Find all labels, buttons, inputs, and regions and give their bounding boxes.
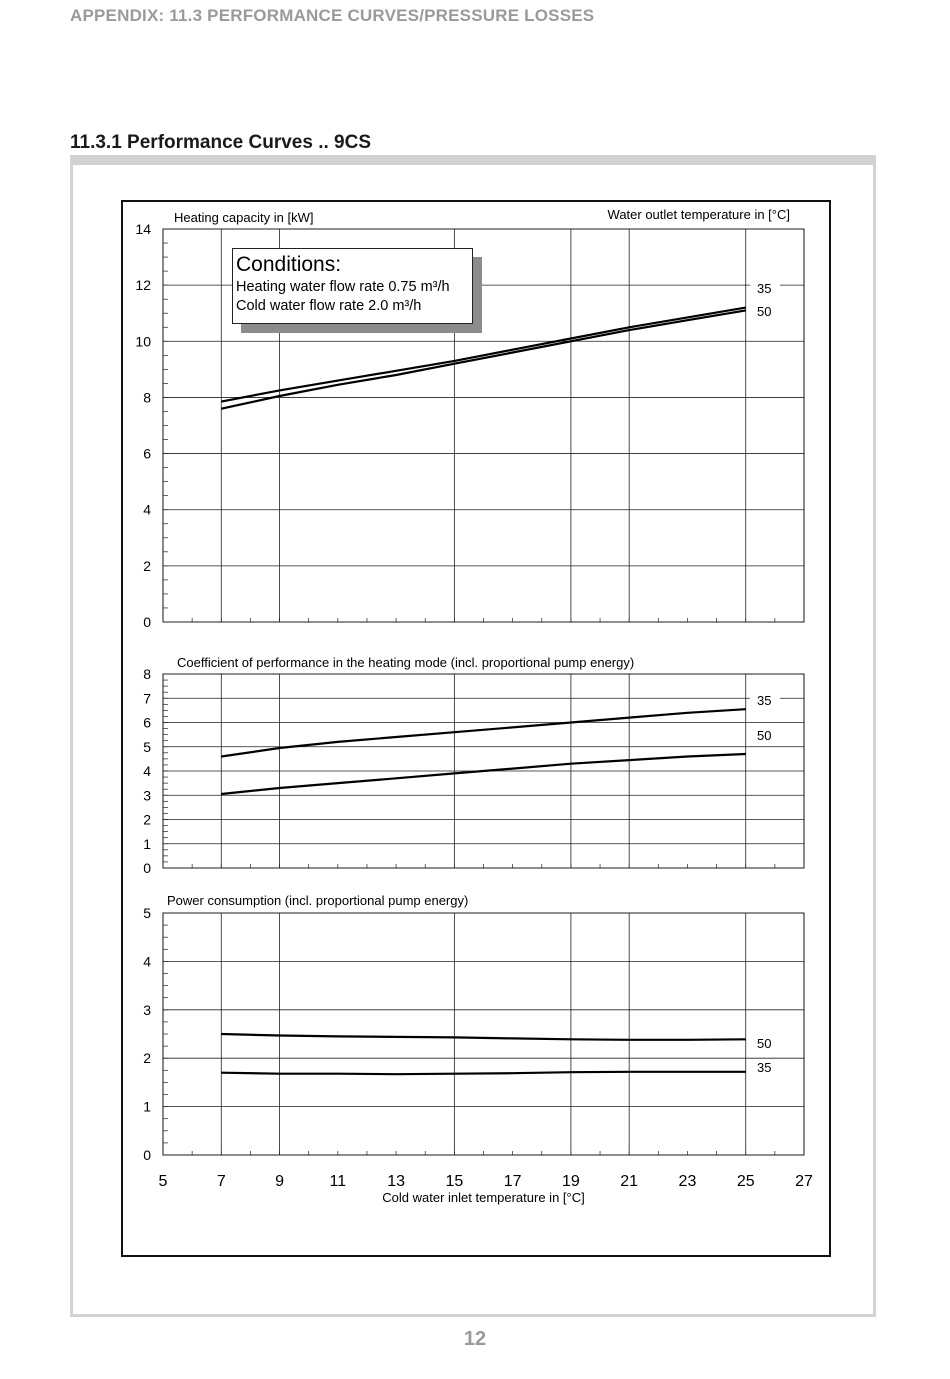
plot-1-title: Heating capacity in [kW] [174,210,314,225]
plot-2-series-50-line [221,754,745,794]
plot-2-y-tick-label: 2 [143,811,151,828]
x-tick-label: 23 [678,1173,697,1190]
x-axis-label: Cold water inlet temperature in [°C] [382,1190,585,1205]
plot-3-y-tick-label: 0 [143,1147,151,1163]
plot-3-series-35-line [221,1072,745,1074]
plot-2-series-35-label: 35 [757,693,772,708]
plot-1-series-50-label: 50 [757,304,772,319]
conditions-heating-flow: Heating water flow rate 0.75 m³/h [236,279,450,295]
plot-2-y-tick-label: 8 [143,666,151,682]
section-title: 11.3.1 Performance Curves .. 9CS [70,132,371,153]
page-number: 12 [463,1328,487,1350]
x-tick-label: 9 [275,1173,284,1190]
plot-1-y-tick-label: 10 [135,333,151,350]
plot-1-y-tick-label: 4 [143,501,151,518]
plot-3-y-tick-label: 4 [143,953,151,970]
x-tick-label: 25 [736,1173,755,1190]
x-tick-label: 7 [216,1173,226,1190]
x-tick-label: 13 [387,1173,405,1190]
plot-2-y-tick-label: 5 [143,738,151,755]
x-tick-label: 21 [620,1173,639,1190]
plot-3-y-tick-label: 3 [143,1001,151,1018]
plot-2-y-tick-label: 3 [143,787,151,804]
plot-2-y-tick-label: 6 [143,714,151,731]
plot-1-y-tick-label: 8 [143,389,151,406]
plot-3-series-50-label: 50 [757,1036,772,1051]
plot-3-y-tick-label: 5 [143,905,151,921]
plot-3-series-50-line [221,1034,745,1040]
x-tick-label: 19 [562,1173,580,1190]
conditions-box [232,248,473,324]
plot-3-title: Power consumption (incl. proportional pump energy) [167,893,469,908]
plot-2-title: Coefficient of performance in the heating mode (incl. proportional pump energy) [177,655,635,670]
plot-2-y-tick-label: 1 [143,835,151,852]
plot-2-y-tick-label: 7 [143,690,151,707]
plot-1-y-tick-label: 0 [143,614,151,630]
plot-2-series-50-label: 50 [757,728,772,743]
plot-3-y-tick-label: 2 [143,1050,151,1067]
plot-1-y-tick-label: 14 [135,221,151,237]
plot-3-series-35-label: 35 [757,1060,772,1075]
page-header: APPENDIX: 11.3 PERFORMANCE CURVES/PRESSURE LOSSES [70,6,595,25]
plot-1-y-tick-label: 2 [143,557,151,574]
plot-2-y-tick-label: 0 [143,860,151,876]
plot-1-legend-title: Water outlet temperature in [°C] [607,207,790,222]
plot-1-series-35-label: 35 [757,281,772,296]
plot-1-y-tick-label: 12 [135,277,151,294]
plot-2-y-tick-label: 4 [143,763,151,779]
plot-2-series-35-line [221,709,745,756]
plot-3-y-tick-label: 1 [143,1098,151,1115]
x-tick-label: 15 [445,1173,464,1190]
x-tick-label: 17 [503,1173,522,1190]
x-tick-label: 11 [329,1173,347,1190]
conditions-cold-flow: Cold water flow rate 2.0 m³/h [236,298,422,314]
plot-1-y-tick-label: 6 [143,445,151,462]
conditions-title: Conditions: [236,253,342,276]
x-tick-label: 27 [795,1173,813,1190]
x-tick-label: 5 [158,1173,168,1190]
